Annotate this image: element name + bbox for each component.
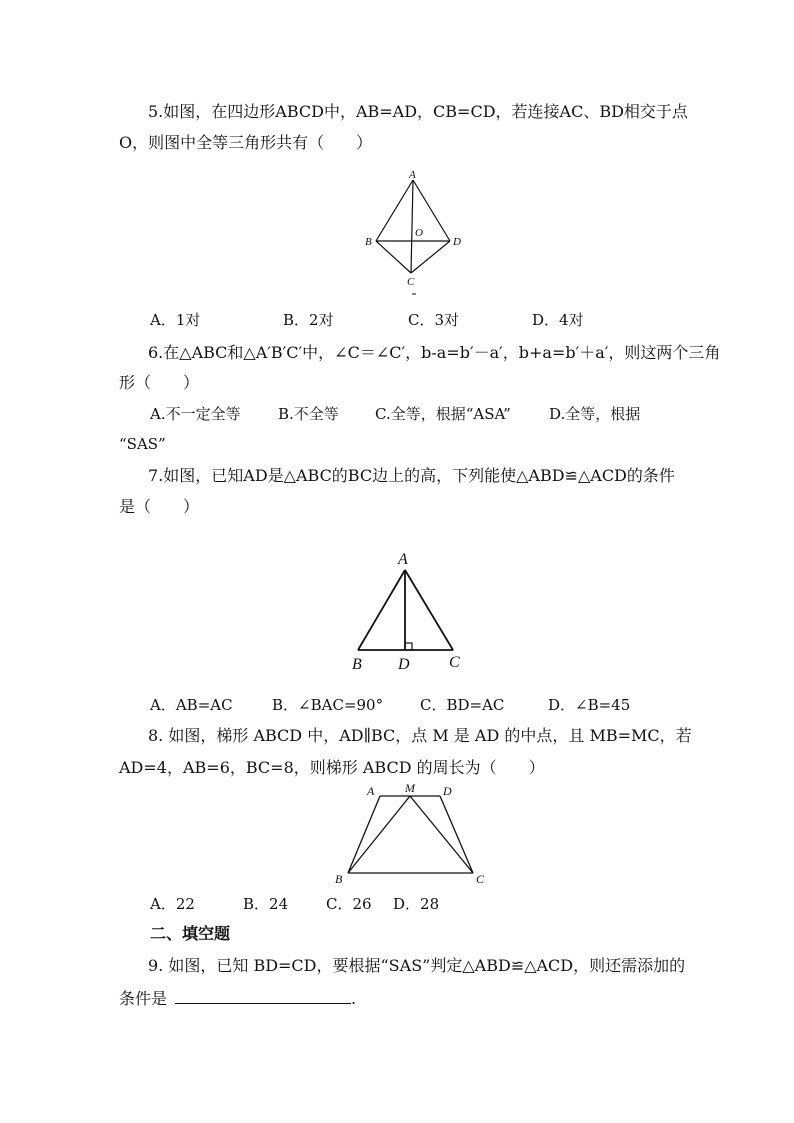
q8-segment-MC — [410, 796, 473, 873]
q5-label-C: C — [407, 276, 415, 288]
q8-figure — [330, 778, 500, 897]
q7-right-angle-mark — [405, 643, 412, 650]
q8-segment-MB — [348, 796, 410, 873]
q6-option-d: D.全等，根据 — [549, 405, 641, 423]
q7-segment-AB — [358, 570, 405, 650]
q8-option-a: A．22 — [150, 895, 195, 913]
q9-answer-blank[interactable] — [175, 988, 351, 1004]
q9-line2-prefix: 条件是 — [119, 989, 168, 1008]
q5-segment-CD — [411, 241, 450, 273]
q7-text-line1: 7.如图，已知AD是△ABC的BC边上的高，下列能使△ABD≌△ACD的条件 — [148, 466, 675, 485]
q6-text-line1: 6.在△ABC和△A′B′C′中，∠C＝∠C′，b-a=b′－a′，b+a=b′＋a′，则这两个三角 — [148, 343, 721, 362]
q6-option-c: C.全等，根据“ASA” — [375, 405, 511, 423]
q8-option-d: D．28 — [393, 895, 440, 913]
q5-figure — [360, 168, 470, 302]
q7-text-line2: 是（ ） — [119, 497, 200, 516]
q7-figure — [345, 548, 475, 682]
q9-text-line2 — [119, 988, 356, 1009]
q8-text-line1: 8. 如图，梯形 ABCD 中，AD∥BC，点 M 是 AD 的中点，且 MB=MC，若 — [148, 726, 692, 745]
q7-option-b: B．∠BAC=90° — [272, 696, 384, 714]
q9-text-line1: 9. 如图，已知 BD=CD，要根据“SAS”判定△ABD≌△ACD，则还需添加的 — [148, 956, 686, 975]
q7-option-a: A．AB=AC — [150, 696, 233, 714]
q5-text-line1: 5.如图，在四边形ABCD中，AB=AD，CB=CD，若连接AC、BD相交于点 — [148, 102, 688, 121]
q5-option-d: D．4对 — [532, 311, 584, 329]
q8-segment-AB — [348, 796, 380, 873]
q8-segment-DC — [440, 796, 473, 873]
section-title-fill-in: 二、填空题 — [150, 924, 231, 943]
q5-option-b: B．2对 — [283, 311, 334, 329]
q8-label-D: D — [443, 784, 452, 798]
q8-text-line2: AD=4，AB=6，BC=8，则梯形 ABCD 的周长为（ ） — [119, 758, 545, 777]
q7-label-A: A — [398, 551, 408, 568]
q7-option-c: C．BD=AC — [420, 696, 505, 714]
q5-segment-BC — [376, 241, 411, 273]
q9-line2-suffix: . — [351, 989, 357, 1008]
q5-label-D: D — [453, 236, 461, 248]
q5-label-O: O — [415, 227, 423, 239]
q8-label-B: B — [335, 872, 343, 886]
q6-option-a: A.不一定全等 — [150, 405, 241, 423]
q8-option-c: C．26 — [326, 895, 372, 913]
q7-label-D: D — [398, 656, 410, 673]
q7-segment-AC — [405, 570, 453, 650]
q5-text-line2: O，则图中全等三角形共有（ ） — [119, 133, 373, 152]
q5-label-B: B — [365, 236, 372, 248]
q6-option-b: B.不全等 — [278, 405, 339, 423]
q5-option-a: A．1对 — [150, 311, 201, 329]
q5-segment-AB — [376, 180, 413, 241]
q5-diagonal-AC — [411, 180, 413, 273]
q6-option-d-cont: “SAS” — [119, 435, 166, 453]
q8-label-M: M — [405, 781, 415, 795]
q7-option-d: D．∠B=45 — [548, 696, 631, 714]
q8-label-C: C — [476, 872, 485, 886]
q6-text-line2: 形（ ） — [119, 373, 200, 392]
q5-label-A: A — [409, 169, 416, 181]
q8-option-b: B．24 — [243, 895, 289, 913]
q7-label-B: B — [352, 656, 362, 673]
q8-label-A: A — [367, 784, 375, 798]
q7-label-C: C — [449, 654, 460, 671]
q5-option-c: C．3对 — [408, 311, 460, 329]
